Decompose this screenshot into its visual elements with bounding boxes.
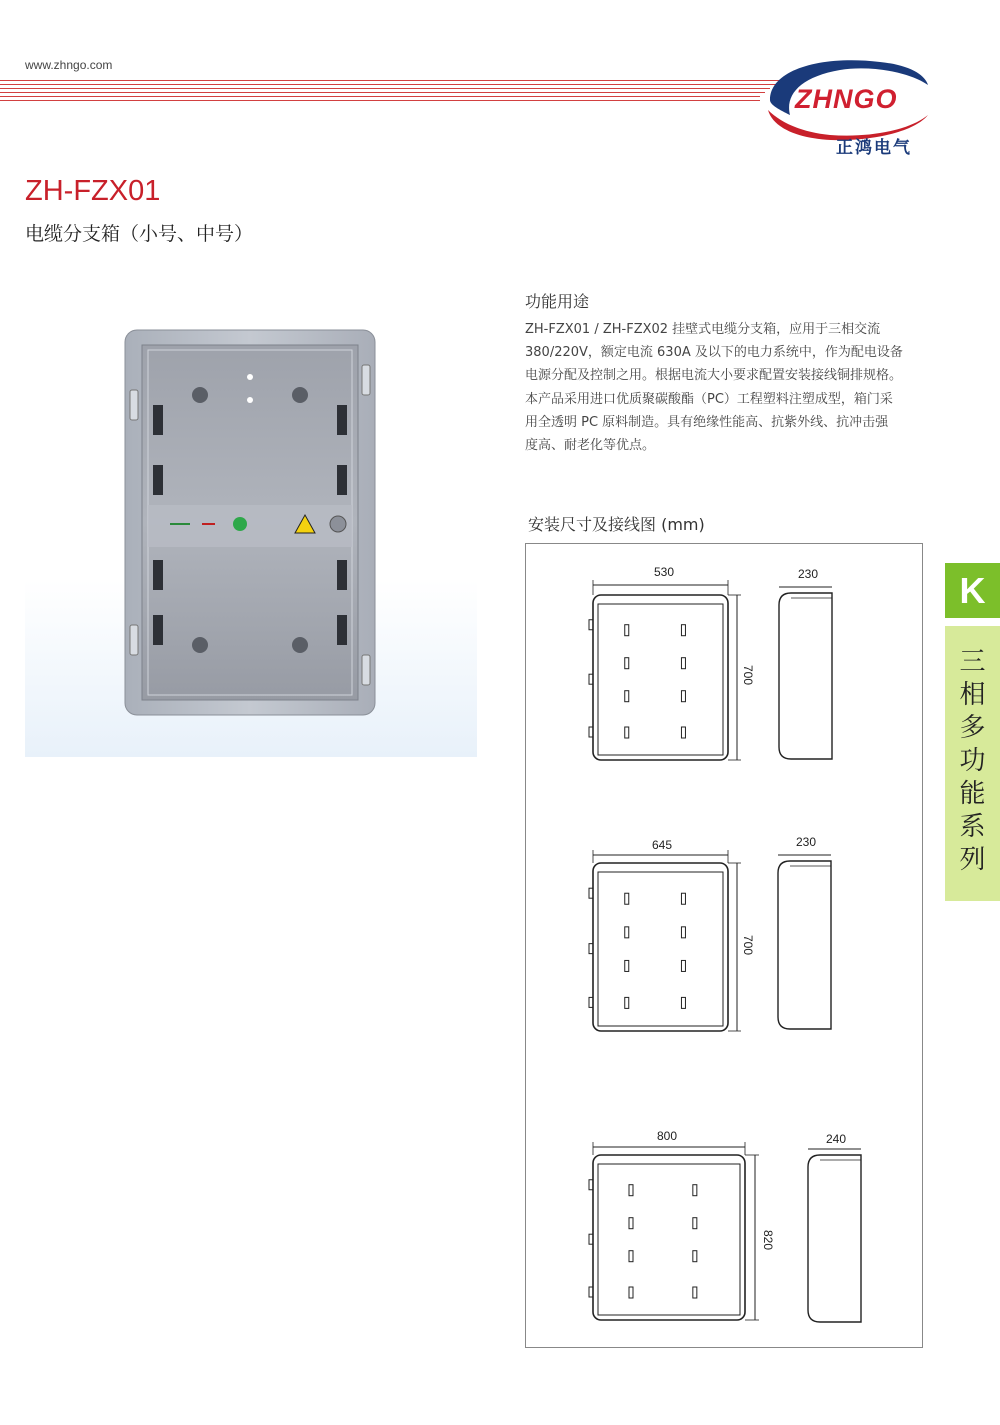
function-line: 本产品采用进口优质聚碳酸酯（PC）工程塑料注塑成型，箱门采: [525, 391, 893, 407]
series-char: 相: [959, 680, 986, 710]
function-line: ZH-FZX01 / ZH-FZX02 挂壁式电缆分支箱，应用于三相交流: [525, 322, 881, 337]
series-char: 三: [959, 647, 986, 677]
drawing-2-terminal: [625, 927, 629, 938]
drawing-1: [654, 565, 818, 685]
drawing-3-depth-label: 240: [825, 1132, 847, 1146]
drawing-3-height-label: 820: [761, 1229, 775, 1251]
function-line: 度高、耐老化等优点。: [525, 438, 656, 454]
drawing-3-front-outline: [593, 1155, 745, 1320]
drawing-2-height-label: 700: [741, 934, 755, 956]
drawing-2-terminal: [681, 927, 685, 938]
series-char: 系: [959, 812, 986, 842]
drawing-3-terminal: [629, 1218, 633, 1229]
drawing-3-terminal: [693, 1218, 697, 1229]
drawing-3-terminal: [629, 1251, 633, 1262]
drawing-1-terminal: [681, 727, 685, 738]
drawing-1-front-outline: [593, 595, 728, 760]
logo-chinese-name: 正鸿电气: [836, 138, 912, 158]
function-heading: 功能用途: [525, 292, 590, 311]
drawing-3-terminal: [693, 1251, 697, 1262]
drawing-1-terminal: [681, 658, 685, 669]
drawing-2-terminal: [681, 997, 685, 1008]
series-name-tab: [945, 626, 1000, 901]
drawing-2-width-label: 645: [651, 838, 673, 852]
function-line: 电源分配及控制之用。根据电流大小要求配置安装接线铜排规格。: [525, 368, 903, 384]
product-name: 电缆分支箱（小号、中号）: [25, 223, 254, 245]
drawing-3-terminal: [693, 1287, 697, 1298]
section-letter-tab: K: [945, 563, 1000, 618]
logo-wordmark: ZHNGO: [795, 84, 898, 114]
dimensions-heading: 安装尺寸及接线图 (mm): [528, 515, 705, 534]
drawing-1-depth-label: 230: [797, 567, 819, 581]
drawing-3-terminal: [629, 1185, 633, 1196]
header-rule-lines: [0, 80, 780, 102]
drawing-3-terminal: [693, 1185, 697, 1196]
product-photo: [120, 325, 380, 720]
drawing-2-side-outline: [778, 861, 831, 1029]
drawing-1-terminal: [625, 625, 629, 636]
drawing-3-front-inner: [598, 1164, 740, 1315]
dimension-drawings: [525, 543, 923, 1348]
drawing-3-side-outline: [808, 1155, 861, 1322]
drawing-1-terminal: [625, 691, 629, 702]
function-description: [525, 318, 930, 457]
drawing-2-terminal: [625, 960, 629, 971]
drawing-1-front-inner: [598, 604, 723, 755]
drawing-1-terminal: [625, 658, 629, 669]
function-line: 用全透明 PC 原料制造。具有绝缘性能高、抗紫外线、抗冲击强: [525, 414, 889, 430]
drawing-2-terminal: [625, 893, 629, 904]
drawing-1-terminal: [681, 625, 685, 636]
drawing-2-front-outline: [593, 863, 728, 1031]
drawing-1-terminal: [681, 691, 685, 702]
function-line: 380/220V，额定电流 630A 及以下的电力系统中，作为配电设备: [525, 345, 903, 361]
product-model: ZH-FZX01: [25, 175, 161, 207]
series-char: 能: [959, 779, 986, 809]
drawing-2-depth-label: 230: [795, 835, 817, 849]
drawing-2-front-inner: [598, 872, 723, 1026]
drawing-2: [652, 835, 816, 955]
series-char: 列: [959, 845, 986, 875]
drawing-2-terminal: [681, 960, 685, 971]
drawing-2-terminal: [625, 997, 629, 1008]
drawing-1-height-label: 700: [741, 664, 755, 686]
drawing-3-terminal: [629, 1287, 633, 1298]
drawing-1-side-outline: [779, 593, 832, 759]
drawing-3-width-label: 800: [656, 1129, 678, 1143]
site-url: www.zhngo.com: [25, 58, 113, 72]
drawing-1-width-label: 530: [653, 565, 675, 579]
series-char: 功: [959, 746, 986, 776]
drawing-2-terminal: [681, 893, 685, 904]
drawing-1-terminal: [625, 727, 629, 738]
series-char: 多: [959, 713, 986, 743]
